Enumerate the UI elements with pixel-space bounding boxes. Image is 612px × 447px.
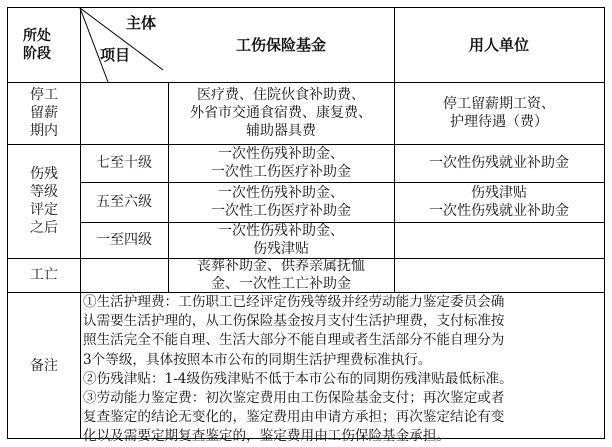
grade-7-10-employer: 一次性伤残就业补助金 [429, 155, 569, 171]
grade-5-6-fund: 一次性伤残补助金、 一次性工伤医疗补助金 [211, 185, 351, 219]
rule-v1b [80, 292, 81, 439]
grade-1-4-employer [394, 222, 604, 258]
remarks-label: 备注 [30, 357, 58, 374]
header-fund: 工伤保险基金 [235, 36, 326, 54]
grade-5-6-employer: 伤残津贴 一次性伤残就业补助金 [429, 185, 569, 219]
death-fund: 丧葬补助金、供养亲属抚恤 金、一次性工亡补助金 [197, 258, 365, 292]
remarks-text [83, 293, 601, 447]
benefits-table [7, 7, 605, 445]
remarks-line: 照生活完全不能自理、生活大部分不能自理或者生活部分不能自理分为 [83, 332, 505, 349]
remarks-line: ①生活护理费：工伤职工已经评定伤残等级并经劳动能力鉴定委员会确 [83, 294, 505, 310]
grade-7-10-fund: 一次性伤残补助金、 一次性工伤医疗补助金 [211, 146, 351, 180]
remarks-line: ②伤残津贴：1-4级伤残津贴不低于本市公布的同期伤残津贴最低标准。 [83, 370, 513, 387]
remarks-line: 化以及需要定期复查鉴定的，鉴定费用由工伤保险基金承担。 [83, 428, 451, 445]
remarks-line: ③劳动能力鉴定费：初次鉴定费用由工伤保险基金支付；再次鉴定或者 [83, 390, 505, 407]
stage-leave: 停工 留薪 期内 [30, 87, 58, 139]
grade-5-6: 五至六级 [96, 194, 152, 210]
remarks-line: 复查鉴定的结论无变化的，鉴定费用由申请方承担；再次鉴定结论有变 [83, 409, 505, 426]
header-item: 项目 [99, 46, 130, 64]
stage-assessed: 伤残 等级 评定 之后 [30, 166, 58, 236]
header-employer: 用人单位 [468, 36, 529, 54]
death-employer [394, 258, 604, 292]
stage-death: 工亡 [30, 267, 58, 283]
leave-fund: 医疗费、住院伙食补助费、 外省市交通食宿费、康复费、 辅助器具费 [190, 87, 372, 139]
leave-employer: 停工留薪期工资、 护理待遇（费） [443, 96, 555, 130]
grade-1-4-fund: 一次性伤残补助金、 伤残津贴 [218, 223, 344, 257]
header-stage: 所处 阶段 [23, 28, 51, 62]
grade-7-10: 七至十级 [96, 155, 152, 171]
grade-1-4: 一至四级 [96, 232, 152, 248]
remarks-line: 3个等级，具体按照本市公布的同期生活护理费标准执行。 [83, 351, 432, 368]
header-subject: 主体 [125, 14, 156, 32]
remarks-line: 认需要生活护理的，从工伤保险基金按月支付生活护理费，支付标准按 [83, 313, 505, 330]
